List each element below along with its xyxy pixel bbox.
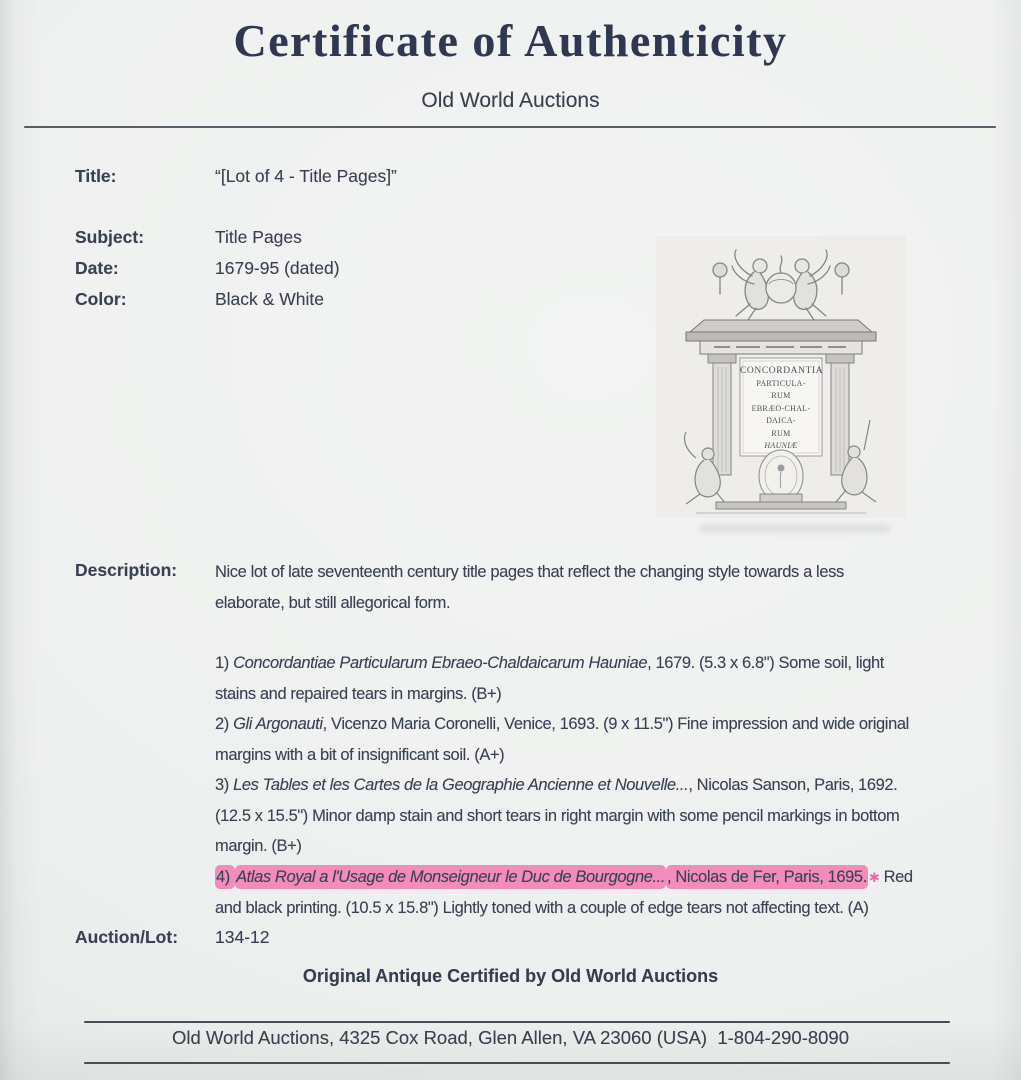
description-item-2: 2) Gli Argonauti, Vicenzo Maria Coronelli, Venice, 1693. (9 x 11.5") Fine impression and wide original margins with a bit of insignificant soil. (A+) (215, 715, 909, 764)
field-label-color: Color: (75, 289, 127, 309)
field-value-date: 1679-95 (dated) (215, 258, 340, 278)
field-value-subject: Title Pages (215, 227, 302, 247)
footer-divider-top (84, 1021, 950, 1023)
footer-divider-bottom (84, 1062, 950, 1064)
engraving-panel-text: CONCORDANTIA PARTICULA- RUM EBRÆO-CHAL- DAICA- RUM HAUNIÆ (740, 366, 824, 450)
field-label-date: Date: (75, 258, 119, 278)
certification-statement: Original Antique Certified by Old World Auctions (302, 966, 719, 986)
field-label-title: Title: (75, 166, 117, 186)
description-intro: Nice lot of late seventeenth century title pages that reflect the changing style towards a less elaborate, but still allegorical form. (215, 563, 844, 612)
page-title: Certificate of Authenticity (233, 15, 788, 66)
highlighter-mark: ✱ (868, 869, 880, 885)
field-row-auction-lot (75, 927, 270, 948)
engraving-thumbnail (656, 236, 906, 518)
field-value-color: Black & White (215, 289, 324, 309)
description-spacer (215, 618, 915, 648)
footer-address: Old World Auctions, 4325 Cox Road, Glen Allen, VA 23060 (USA) 1-804-290-8090 (171, 1027, 850, 1048)
description-items (215, 648, 915, 924)
field-row-color (75, 289, 324, 310)
field-value-auction-lot: 134-12 (215, 927, 270, 947)
field-row-title (75, 166, 397, 187)
header-divider (24, 126, 996, 128)
description-item-3: 3) Les Tables et les Cartes de la Geographie Ancienne et Nouvelle..., Nicolas Sanson, Paris, 1692. (12.5 x 15.5") Minor damp stain and short tears in right margin with some pencil markings in bottom margin. (B+) (215, 776, 900, 855)
description-item-1: 1) Concordantiae Particularum Ebraeo-Chaldaicarum Hauniae, 1679. (5.3 x 6.8") Some soil, light stains and repaired tears in margins. (B+) (215, 654, 884, 703)
bleedthrough-smudge (700, 524, 890, 533)
field-label-subject: Subject: (75, 227, 145, 247)
field-label-description: Description: (75, 560, 178, 580)
field-label-auction-lot: Auction/Lot: (75, 927, 179, 947)
field-value-title: “[Lot of 4 - Title Pages]” (215, 166, 397, 186)
description-text (215, 557, 915, 924)
page-subtitle: Old World Auctions (421, 89, 600, 112)
field-row-subject (75, 227, 302, 248)
field-row-date (75, 258, 340, 279)
description-item-4: 4) Atlas Royal a l'Usage de Monseigneur le Duc de Bourgogne... , Nicolas de Fer, Paris, 1695. ✱ Red and black printing. (10.5 x 15.8") Lightly toned with a couple of edge tears not affecting text. (A) (215, 862, 915, 924)
